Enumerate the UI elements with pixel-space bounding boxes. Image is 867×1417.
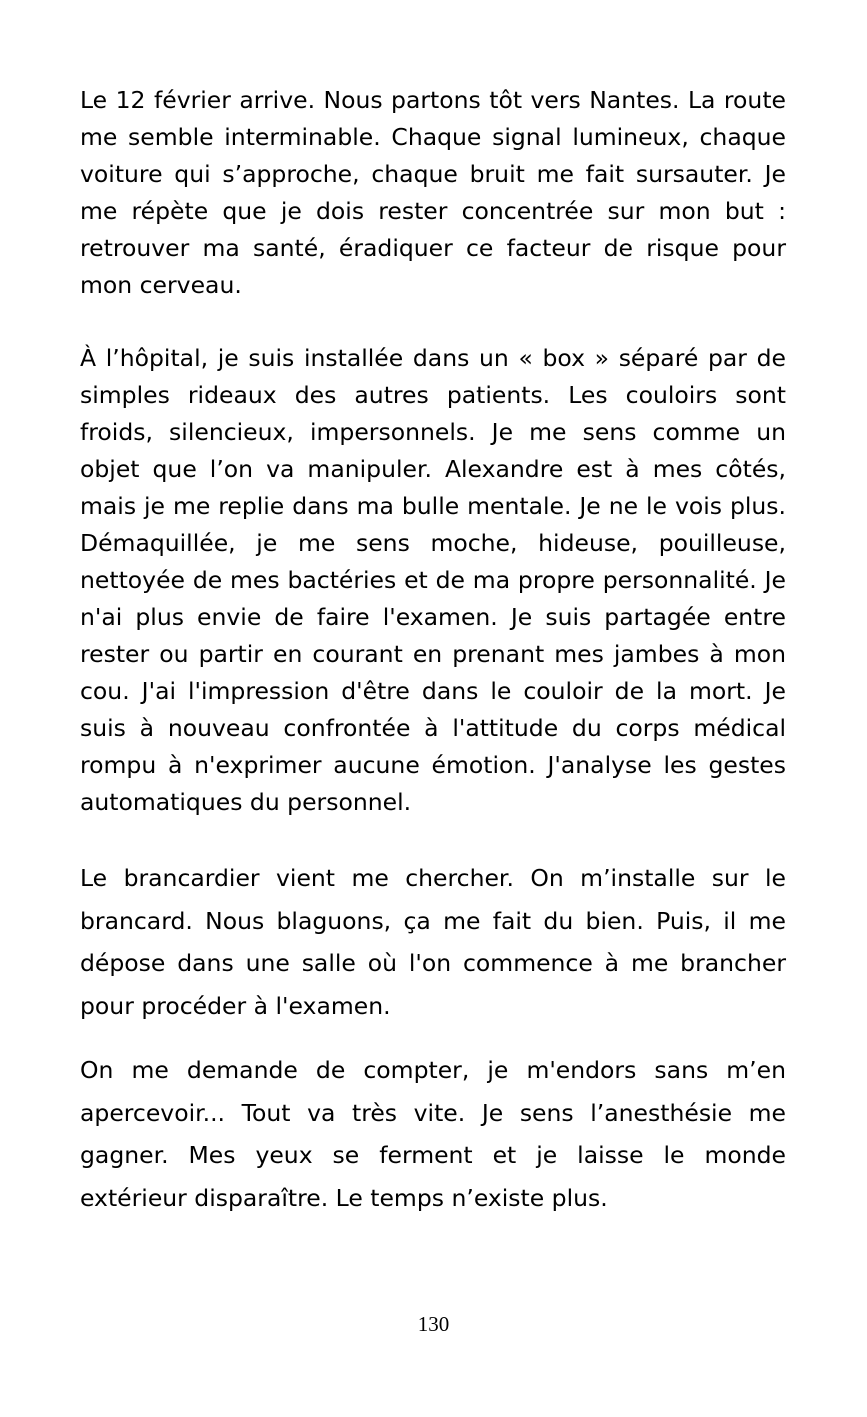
paragraph-1: Le 12 février arrive. Nous partons tôt vers Nantes. La route me semble interminable. Chaque signal lumineux, chaque voiture qui s’approche, chaque bruit me fait sursauter. Je me répète que je dois rester concentrée sur mon but : retrouver ma santé, éradiquer ce facteur de risque pour mon cerveau. [80,86,786,299]
paragraph-4: On me demande de compter, je m'endors sans m’en apercevoir... Tout va très vite. Je sens l’anesthésie me gagner. Mes yeux se ferment et je laisse le monde extérieur disparaître. Le temps n’existe plus. [80,1056,786,1212]
paragraph-2: À l’hôpital, je suis installée dans un « box » séparé par de simples rideaux des autres patients. Les couloirs sont froids, silencieux, impersonnels. Je me sens comme un objet que l’on va manipuler. Alexandre est à mes côtés, mais je me replie dans ma bulle mentale. Je ne le vois plus. Démaquillée, je me sens moche, hideuse, pouilleuse, nettoyée de mes bactéries et de ma propre personnalité. Je n'ai plus envie de faire l'examen. Je suis partagée entre rester ou partir en courant en prenant mes jambes à mon cou. J'ai l'impression d'être dans le couloir de la mort. Je suis à nouveau confrontée à l'attitude du corps médical rompu à n'exprimer aucune émotion. J'analyse les gestes automatiques du personnel. [80,344,786,816]
paragraph-3: Le brancardier vient me chercher. On m’installe sur le brancard. Nous blaguons, ça me fait du bien. Puis, il me dépose dans une salle où l'on commence à me brancher pour procéder à l'examen. [80,864,786,1020]
page-body [80,82,786,1219]
page-number: 130 [417,1312,450,1336]
